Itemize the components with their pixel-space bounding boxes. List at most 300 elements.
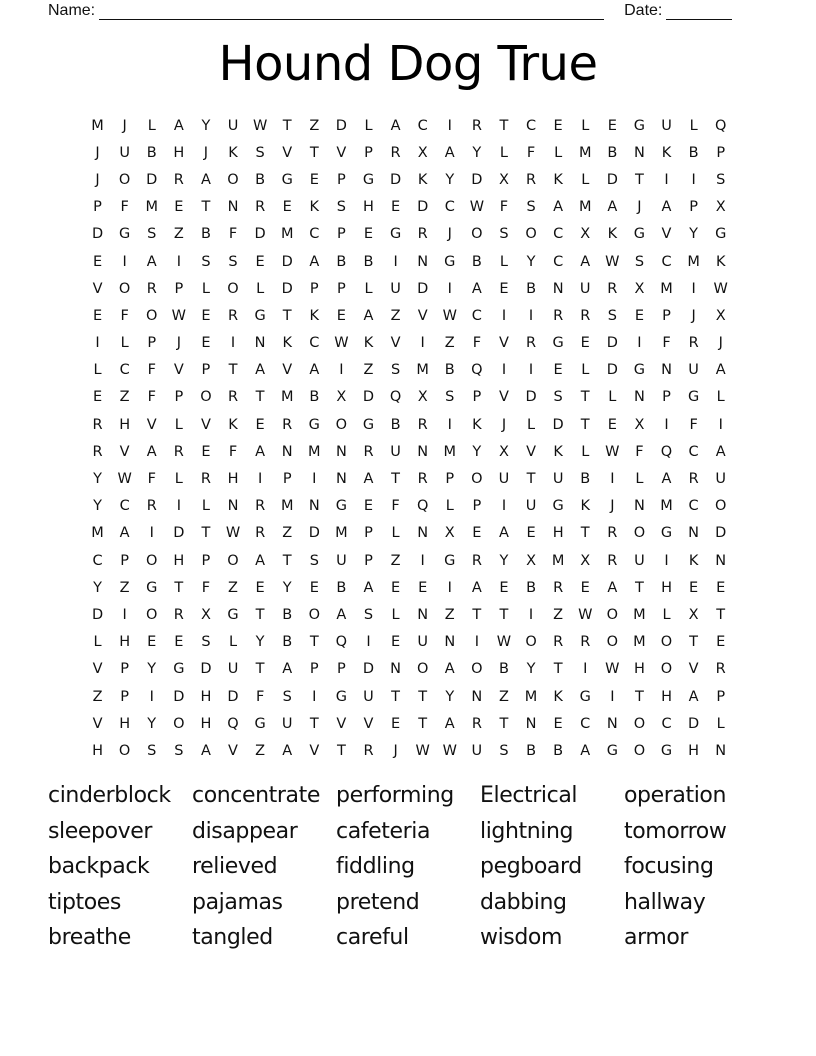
grid-letter[interactable]: D: [552, 416, 564, 433]
grid-letter[interactable]: G: [633, 117, 646, 134]
date-field-line[interactable]: [666, 5, 732, 20]
grid-letter[interactable]: D: [146, 171, 158, 188]
grid-letter[interactable]: B: [336, 579, 347, 596]
grid-letter[interactable]: J: [637, 199, 642, 216]
grid-letter[interactable]: O: [471, 226, 483, 243]
grid-letter[interactable]: U: [498, 471, 510, 488]
grid-letter[interactable]: I: [257, 471, 263, 488]
grid-letter[interactable]: G: [254, 307, 266, 324]
grid-letter[interactable]: K: [661, 144, 672, 161]
grid-letter[interactable]: I: [501, 307, 507, 324]
grid-letter[interactable]: L: [364, 280, 373, 297]
grid-letter[interactable]: A: [444, 715, 455, 732]
grid-letter[interactable]: R: [553, 579, 564, 596]
grid-letter[interactable]: H: [633, 661, 645, 678]
grid-letter[interactable]: V: [336, 715, 347, 732]
grid-letter[interactable]: U: [336, 552, 347, 569]
grid-letter[interactable]: W: [605, 253, 620, 270]
grid-letter[interactable]: N: [227, 498, 239, 515]
grid-letter[interactable]: T: [580, 416, 590, 433]
grid-letter[interactable]: O: [471, 471, 483, 488]
grid-letter[interactable]: K: [309, 199, 320, 216]
grid-letter[interactable]: S: [147, 742, 157, 759]
grid-letter[interactable]: P: [364, 144, 373, 161]
grid-letter[interactable]: L: [256, 280, 265, 297]
grid-letter[interactable]: N: [227, 199, 239, 216]
grid-letter[interactable]: C: [119, 362, 130, 379]
grid-letter[interactable]: F: [689, 416, 698, 433]
grid-letter[interactable]: M: [91, 117, 104, 134]
grid-letter[interactable]: L: [581, 117, 590, 134]
grid-letter[interactable]: P: [337, 280, 346, 297]
grid-letter[interactable]: B: [526, 280, 537, 297]
grid-letter[interactable]: S: [228, 253, 238, 270]
grid-letter[interactable]: T: [228, 362, 238, 379]
grid-letter[interactable]: V: [661, 226, 672, 243]
grid-letter[interactable]: O: [525, 226, 537, 243]
grid-letter[interactable]: I: [149, 525, 154, 542]
grid-letter[interactable]: A: [390, 117, 401, 134]
grid-letter[interactable]: A: [661, 199, 672, 216]
grid-letter[interactable]: G: [444, 552, 456, 569]
grid-letter[interactable]: P: [337, 171, 346, 188]
grid-letter[interactable]: E: [282, 199, 292, 216]
grid-letter[interactable]: Z: [444, 606, 455, 623]
grid-letter[interactable]: R: [173, 606, 184, 623]
grid-letter[interactable]: F: [147, 389, 156, 406]
grid-letter[interactable]: Y: [526, 661, 536, 678]
grid-letter[interactable]: T: [580, 389, 590, 406]
grid-letter[interactable]: U: [390, 443, 401, 460]
grid-letter[interactable]: O: [227, 552, 239, 569]
grid-letter[interactable]: C: [580, 715, 591, 732]
grid-letter[interactable]: M: [524, 688, 538, 705]
grid-letter[interactable]: Z: [119, 579, 130, 596]
grid-letter[interactable]: A: [146, 443, 157, 460]
grid-letter[interactable]: O: [200, 389, 212, 406]
grid-letter[interactable]: U: [281, 715, 293, 732]
grid-letter[interactable]: V: [688, 661, 699, 678]
grid-letter[interactable]: Y: [93, 579, 102, 596]
grid-letter[interactable]: I: [447, 280, 452, 297]
grid-letter[interactable]: I: [447, 416, 452, 433]
grid-letter[interactable]: H: [200, 688, 212, 705]
grid-letter[interactable]: A: [255, 552, 266, 569]
grid-letter[interactable]: G: [362, 416, 375, 433]
grid-letter[interactable]: E: [553, 715, 563, 732]
grid-letter[interactable]: N: [715, 552, 727, 569]
grid-letter[interactable]: I: [95, 335, 100, 352]
grid-letter[interactable]: P: [120, 552, 130, 569]
grid-letter[interactable]: U: [363, 688, 374, 705]
grid-letter[interactable]: F: [228, 226, 238, 243]
grid-letter[interactable]: I: [528, 606, 534, 623]
grid-letter[interactable]: S: [634, 253, 645, 270]
grid-letter[interactable]: Z: [553, 606, 564, 623]
grid-letter[interactable]: T: [418, 715, 428, 732]
grid-letter[interactable]: S: [255, 144, 265, 161]
grid-letter[interactable]: Y: [689, 226, 699, 243]
grid-letter[interactable]: H: [173, 552, 185, 569]
grid-letter[interactable]: F: [120, 199, 129, 216]
grid-letter[interactable]: G: [227, 606, 239, 623]
grid-letter[interactable]: Y: [147, 661, 157, 678]
grid-letter[interactable]: O: [525, 634, 537, 651]
grid-letter[interactable]: E: [418, 579, 428, 596]
grid-letter[interactable]: N: [688, 525, 700, 542]
grid-letter[interactable]: A: [255, 362, 266, 379]
grid-letter[interactable]: C: [525, 117, 537, 134]
grid-letter[interactable]: L: [527, 416, 536, 433]
grid-letter[interactable]: X: [580, 552, 591, 569]
grid-letter[interactable]: R: [146, 280, 157, 297]
grid-letter[interactable]: U: [227, 661, 239, 678]
grid-letter[interactable]: G: [119, 226, 131, 243]
grid-letter[interactable]: H: [363, 199, 374, 216]
grid-letter[interactable]: D: [227, 688, 239, 705]
grid-letter[interactable]: R: [715, 661, 726, 678]
grid-letter[interactable]: C: [553, 226, 564, 243]
grid-letter[interactable]: D: [389, 171, 402, 188]
grid-letter[interactable]: N: [417, 253, 429, 270]
grid-letter[interactable]: U: [471, 742, 483, 759]
grid-letter[interactable]: E: [580, 335, 590, 352]
grid-letter[interactable]: N: [335, 471, 347, 488]
grid-letter[interactable]: B: [444, 362, 455, 379]
grid-letter[interactable]: H: [688, 742, 700, 759]
grid-letter[interactable]: G: [660, 742, 673, 759]
grid-letter[interactable]: E: [689, 579, 699, 596]
grid-letter[interactable]: U: [634, 552, 645, 569]
grid-letter[interactable]: R: [200, 471, 211, 488]
grid-letter[interactable]: I: [420, 552, 425, 569]
grid-letter[interactable]: C: [309, 226, 320, 243]
grid-letter[interactable]: D: [335, 117, 347, 134]
grid-letter[interactable]: R: [282, 416, 293, 433]
grid-letter[interactable]: J: [122, 117, 127, 134]
grid-letter[interactable]: O: [660, 661, 673, 678]
grid-letter[interactable]: H: [92, 742, 103, 759]
grid-letter[interactable]: A: [200, 742, 211, 759]
grid-letter[interactable]: D: [173, 525, 185, 542]
grid-letter[interactable]: Q: [416, 498, 429, 515]
grid-letter[interactable]: S: [390, 362, 401, 379]
grid-letter[interactable]: M: [633, 606, 646, 623]
grid-letter[interactable]: E: [201, 335, 211, 352]
grid-letter[interactable]: O: [633, 742, 646, 759]
grid-letter[interactable]: W: [469, 199, 485, 216]
grid-letter[interactable]: E: [92, 253, 103, 270]
grid-letter[interactable]: R: [417, 226, 428, 243]
grid-letter[interactable]: I: [610, 688, 615, 705]
grid-letter[interactable]: E: [553, 117, 563, 134]
grid-letter[interactable]: W: [415, 742, 430, 759]
grid-letter[interactable]: V: [228, 742, 238, 759]
grid-letter[interactable]: A: [498, 525, 509, 542]
grid-letter[interactable]: I: [339, 362, 344, 379]
name-field-line[interactable]: [99, 5, 604, 20]
grid-letter[interactable]: X: [715, 307, 726, 324]
grid-letter[interactable]: L: [445, 498, 454, 515]
grid-letter[interactable]: G: [444, 253, 456, 270]
grid-letter[interactable]: C: [553, 253, 564, 270]
grid-letter[interactable]: A: [282, 742, 293, 759]
grid-letter[interactable]: J: [447, 226, 452, 243]
grid-letter[interactable]: I: [501, 362, 507, 379]
grid-letter[interactable]: I: [393, 253, 398, 270]
grid-letter[interactable]: I: [610, 471, 615, 488]
grid-letter[interactable]: J: [691, 307, 696, 324]
grid-letter[interactable]: H: [119, 634, 131, 651]
grid-letter[interactable]: E: [309, 171, 319, 188]
grid-letter[interactable]: W: [496, 634, 512, 651]
grid-letter[interactable]: S: [363, 606, 374, 623]
grid-letter[interactable]: I: [528, 362, 534, 379]
grid-letter[interactable]: Y: [445, 171, 455, 188]
grid-letter[interactable]: T: [499, 715, 509, 732]
grid-letter[interactable]: Y: [147, 715, 157, 732]
grid-letter[interactable]: M: [660, 280, 673, 297]
grid-letter[interactable]: T: [282, 552, 292, 569]
grid-letter[interactable]: D: [606, 362, 618, 379]
grid-letter[interactable]: Q: [660, 443, 673, 460]
grid-letter[interactable]: E: [174, 199, 184, 216]
grid-letter[interactable]: X: [526, 552, 537, 569]
grid-letter[interactable]: P: [364, 552, 373, 569]
grid-letter[interactable]: G: [254, 715, 266, 732]
grid-letter[interactable]: E: [309, 579, 319, 596]
grid-letter[interactable]: T: [580, 525, 590, 542]
grid-letter[interactable]: T: [418, 688, 428, 705]
grid-letter[interactable]: U: [715, 471, 727, 488]
grid-letter[interactable]: J: [718, 335, 723, 352]
grid-letter[interactable]: M: [308, 443, 321, 460]
grid-letter[interactable]: O: [227, 280, 239, 297]
grid-letter[interactable]: M: [578, 144, 592, 161]
grid-letter[interactable]: I: [312, 471, 317, 488]
grid-letter[interactable]: P: [309, 280, 319, 297]
grid-letter[interactable]: F: [147, 471, 156, 488]
grid-letter[interactable]: N: [715, 742, 727, 759]
grid-letter[interactable]: M: [551, 552, 565, 569]
grid-letter[interactable]: L: [201, 280, 210, 297]
grid-letter[interactable]: N: [417, 606, 429, 623]
grid-letter[interactable]: T: [499, 117, 509, 134]
grid-letter[interactable]: O: [173, 715, 185, 732]
grid-letter[interactable]: N: [606, 715, 618, 732]
grid-letter[interactable]: W: [225, 525, 241, 542]
grid-letter[interactable]: Z: [363, 362, 374, 379]
grid-letter[interactable]: V: [119, 443, 130, 460]
grid-letter[interactable]: N: [661, 362, 672, 379]
grid-letter[interactable]: A: [607, 579, 618, 596]
grid-letter[interactable]: P: [445, 471, 455, 488]
grid-letter[interactable]: K: [607, 226, 618, 243]
grid-letter[interactable]: I: [122, 253, 127, 270]
grid-letter[interactable]: S: [526, 199, 536, 216]
grid-letter[interactable]: U: [390, 280, 401, 297]
grid-letter[interactable]: R: [363, 443, 374, 460]
grid-letter[interactable]: A: [444, 661, 455, 678]
grid-letter[interactable]: P: [689, 199, 698, 216]
grid-letter[interactable]: R: [607, 525, 618, 542]
grid-letter[interactable]: A: [363, 307, 374, 324]
grid-letter[interactable]: M: [335, 525, 348, 542]
grid-letter[interactable]: S: [607, 307, 617, 324]
grid-letter[interactable]: N: [471, 688, 483, 705]
grid-letter[interactable]: Z: [119, 389, 130, 406]
grid-letter[interactable]: H: [661, 688, 672, 705]
grid-letter[interactable]: A: [336, 606, 347, 623]
grid-letter[interactable]: F: [635, 443, 644, 460]
grid-letter[interactable]: X: [715, 199, 726, 216]
grid-letter[interactable]: S: [499, 742, 509, 759]
grid-letter[interactable]: E: [526, 525, 536, 542]
grid-letter[interactable]: C: [661, 715, 672, 732]
grid-letter[interactable]: X: [688, 606, 699, 623]
grid-letter[interactable]: J: [501, 416, 507, 433]
grid-letter[interactable]: U: [552, 471, 564, 488]
grid-letter[interactable]: Y: [472, 144, 482, 161]
grid-letter[interactable]: Y: [93, 471, 102, 488]
grid-letter[interactable]: F: [526, 144, 536, 161]
grid-letter[interactable]: V: [173, 362, 184, 379]
grid-letter[interactable]: P: [120, 688, 130, 705]
grid-letter[interactable]: V: [336, 144, 347, 161]
grid-letter[interactable]: R: [553, 307, 564, 324]
grid-letter[interactable]: E: [472, 525, 482, 542]
grid-letter[interactable]: P: [201, 362, 211, 379]
grid-letter[interactable]: S: [553, 389, 563, 406]
grid-letter[interactable]: R: [688, 471, 699, 488]
grid-letter[interactable]: J: [95, 144, 100, 161]
grid-letter[interactable]: U: [227, 117, 239, 134]
grid-letter[interactable]: G: [146, 579, 158, 596]
grid-letter[interactable]: J: [95, 171, 100, 188]
grid-letter[interactable]: A: [282, 661, 293, 678]
grid-letter[interactable]: G: [389, 226, 402, 243]
grid-letter[interactable]: Y: [499, 552, 509, 569]
grid-letter[interactable]: I: [664, 171, 669, 188]
grid-letter[interactable]: B: [553, 742, 564, 759]
grid-letter[interactable]: T: [634, 579, 644, 596]
grid-letter[interactable]: D: [91, 226, 104, 243]
grid-letter[interactable]: W: [117, 471, 132, 488]
grid-letter[interactable]: B: [526, 579, 537, 596]
grid-letter[interactable]: E: [716, 634, 726, 651]
grid-letter[interactable]: R: [255, 498, 266, 515]
grid-letter[interactable]: R: [688, 335, 699, 352]
grid-letter[interactable]: K: [715, 253, 726, 270]
grid-letter[interactable]: P: [93, 199, 102, 216]
grid-letter[interactable]: R: [553, 634, 564, 651]
grid-letter[interactable]: H: [173, 144, 185, 161]
grid-letter[interactable]: D: [417, 199, 429, 216]
grid-letter[interactable]: L: [608, 389, 617, 406]
grid-letter[interactable]: L: [581, 443, 590, 460]
grid-letter[interactable]: D: [362, 661, 375, 678]
grid-letter[interactable]: D: [417, 280, 429, 297]
grid-letter[interactable]: J: [393, 742, 398, 759]
grid-letter[interactable]: T: [689, 634, 699, 651]
grid-letter[interactable]: W: [605, 661, 620, 678]
grid-letter[interactable]: P: [147, 335, 157, 352]
grid-letter[interactable]: T: [174, 579, 184, 596]
grid-letter[interactable]: B: [282, 634, 293, 651]
grid-letter[interactable]: L: [581, 171, 590, 188]
grid-letter[interactable]: O: [146, 307, 158, 324]
grid-letter[interactable]: K: [417, 171, 428, 188]
grid-letter[interactable]: D: [308, 525, 320, 542]
grid-letter[interactable]: K: [309, 307, 320, 324]
grid-letter[interactable]: N: [335, 443, 347, 460]
grid-letter[interactable]: F: [499, 199, 509, 216]
grid-letter[interactable]: E: [201, 307, 211, 324]
grid-letter[interactable]: L: [391, 606, 400, 623]
grid-letter[interactable]: M: [416, 362, 429, 379]
grid-letter[interactable]: U: [417, 634, 428, 651]
grid-letter[interactable]: B: [146, 144, 157, 161]
grid-letter[interactable]: X: [200, 606, 211, 623]
grid-letter[interactable]: L: [554, 144, 563, 161]
grid-letter[interactable]: A: [715, 443, 726, 460]
grid-letter[interactable]: D: [715, 525, 727, 542]
grid-letter[interactable]: M: [280, 226, 294, 243]
grid-letter[interactable]: W: [605, 443, 620, 460]
grid-letter[interactable]: E: [607, 117, 617, 134]
grid-letter[interactable]: X: [498, 171, 509, 188]
grid-letter[interactable]: V: [309, 742, 320, 759]
grid-letter[interactable]: C: [119, 498, 130, 515]
grid-letter[interactable]: I: [691, 280, 696, 297]
grid-letter[interactable]: Y: [445, 688, 455, 705]
grid-letter[interactable]: N: [444, 634, 456, 651]
grid-letter[interactable]: Z: [228, 579, 238, 596]
grid-letter[interactable]: B: [255, 171, 266, 188]
grid-letter[interactable]: A: [715, 362, 726, 379]
grid-letter[interactable]: B: [336, 253, 347, 270]
grid-letter[interactable]: T: [309, 715, 319, 732]
grid-letter[interactable]: R: [607, 280, 618, 297]
grid-letter[interactable]: T: [526, 471, 536, 488]
grid-letter[interactable]: A: [255, 443, 266, 460]
grid-letter[interactable]: I: [447, 579, 452, 596]
grid-letter[interactable]: G: [173, 661, 185, 678]
grid-letter[interactable]: K: [553, 443, 563, 460]
grid-letter[interactable]: K: [580, 498, 590, 515]
grid-letter[interactable]: R: [173, 171, 184, 188]
grid-letter[interactable]: O: [146, 552, 158, 569]
grid-letter[interactable]: A: [119, 525, 130, 542]
grid-letter[interactable]: C: [661, 253, 672, 270]
grid-letter[interactable]: R: [417, 416, 428, 433]
grid-letter[interactable]: I: [420, 335, 425, 352]
grid-letter[interactable]: P: [472, 498, 482, 515]
grid-letter[interactable]: B: [282, 606, 293, 623]
grid-letter[interactable]: U: [688, 362, 699, 379]
grid-letter[interactable]: R: [580, 634, 591, 651]
grid-letter[interactable]: M: [687, 253, 700, 270]
grid-letter[interactable]: L: [635, 471, 644, 488]
grid-letter[interactable]: M: [578, 199, 592, 216]
grid-letter[interactable]: U: [119, 144, 130, 161]
grid-letter[interactable]: S: [336, 199, 346, 216]
grid-letter[interactable]: R: [526, 335, 537, 352]
grid-letter[interactable]: L: [499, 144, 508, 161]
grid-letter[interactable]: K: [228, 144, 238, 161]
grid-letter[interactable]: N: [390, 661, 401, 678]
grid-letter[interactable]: X: [498, 443, 509, 460]
